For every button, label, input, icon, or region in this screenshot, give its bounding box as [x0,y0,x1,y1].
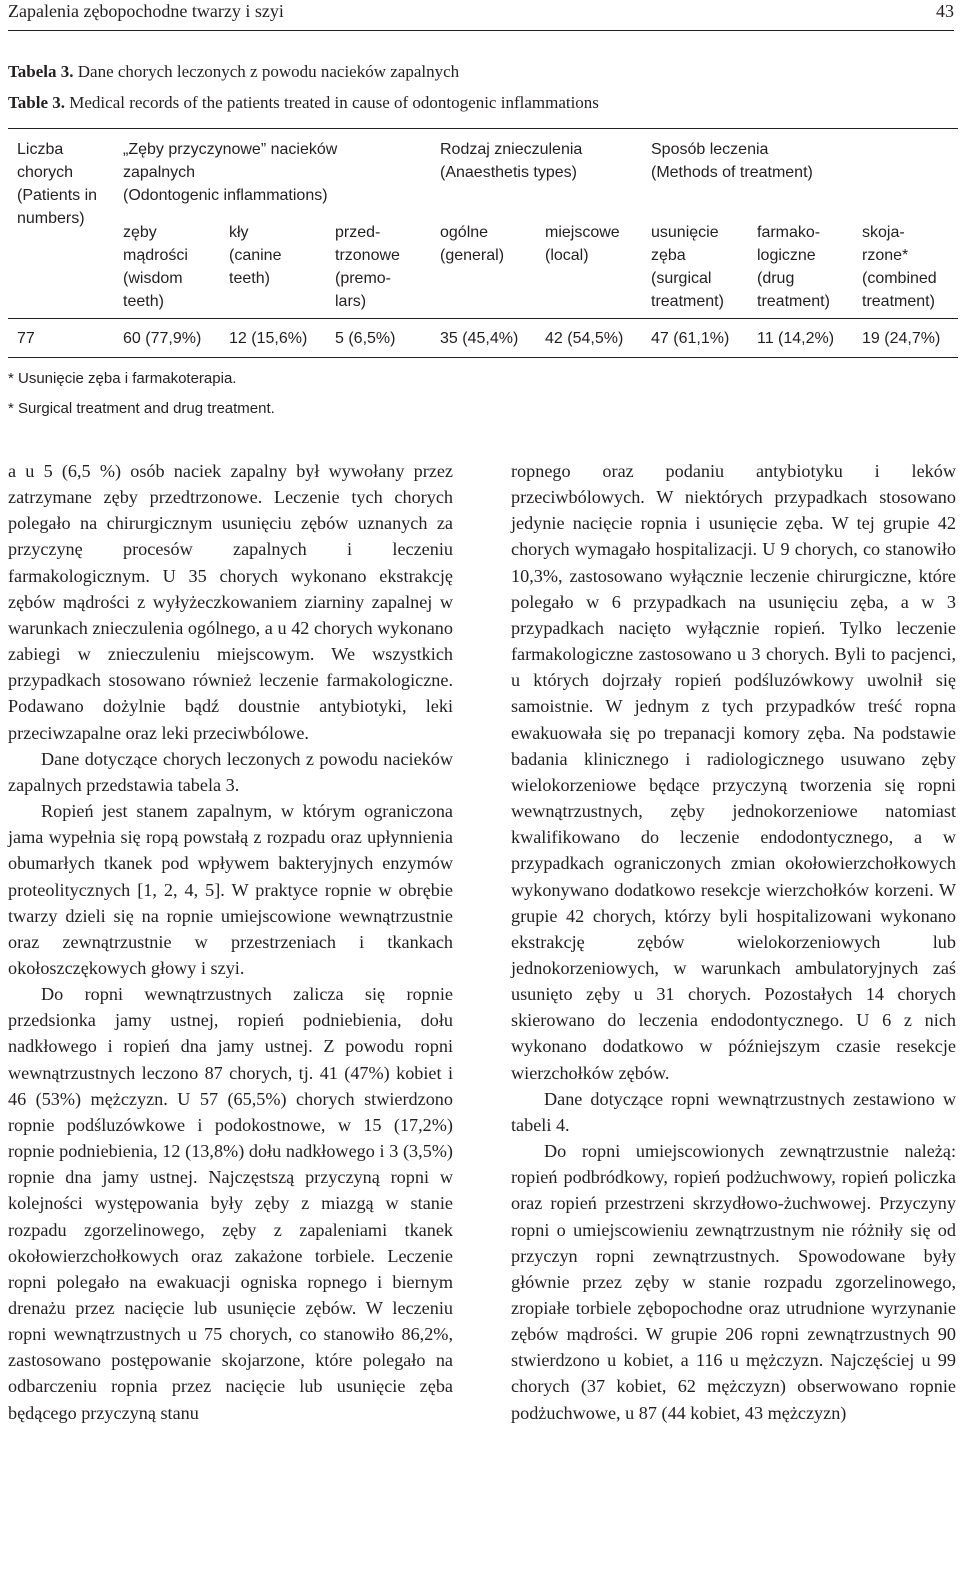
table-cell-surgical: 47 (61,1%) [651,330,730,347]
body-column-right [511,458,956,1426]
paragraph: a u 5 (6,5 %) osób naciek zapalny był wywołany przez zatrzymane zęby przedtrzonowe. Leczenie tych chorych polegało na chirurgicznym usunięciu zębów uznanych za przyczynę procesów zapalnych i leczeniu farmakologicznym. U 35 chorych wykonano ekstrakcję zębów mądrości z wyłyżeczkowaniem ziarniny zapalnej w warunkach znieczulenia ogólnego, a u 42 chorych wykonano zabiegi w znieczuleniu miejscowym. We wszystkich przypadkach stosowano również leczenie farmakologiczne. Podawano dożylnie bądź doustnie antybiotyki, leki przeciwzapalne oraz leki przeciwbólowe. [8,461,453,743]
table-cell-local: 42 (54,5%) [545,330,624,347]
paragraph: Dane dotyczące ropni wewnątrzustnych zestawiono w tabeli 4. [511,1088,956,1135]
table-cell-combined: 19 (24,7%) [862,330,941,347]
footnote-en: * Surgical treatment and drug treatment. [8,400,275,417]
subheader-general: ogólne (general) [440,224,505,264]
page-number: 43 [936,1,954,21]
subheader-canine-teeth: kły (canine teeth) [229,224,282,287]
subheader-surgical: usunięcie zęba (surgical treatment) [651,224,724,310]
running-title: Zapalenia zębopochodne twarzy i szyi [8,1,284,21]
table-caption-en [8,93,599,113]
paragraph: Do ropni wewnątrzustnych zalicza się ropnie przedsionka jamy ustnej, ropień podniebienia, dołu nadkłowego i ropień dna jamy ustnej. Z powodu ropni wewnątrzustnych leczono 87 chorych, tj. 41 (47%) kobiet i 46 (53%) mężczyzn. U 57 (65,5%) chorych stwierdzono ropnie podśluzówkowe i podokostnowe, w 15 (17,2%) ropnie podniebienia, 12 (13,8%) dołu nadkłowego i 3 (3,5%) ropnie dna jamy ustnej. Najczęstszą przyczyną ropni w kolejności występowania były zęby z miazgą w stanie rozpadu zgorzelinowego, zęby z zapaleniami tkanek okołowierzchołkowych oraz zakażone torbiele. Leczenie ropni polegało na ewakuacji ogniska ropnego i biernym drenażu przez nacięcie lub usunięcie zębów. W leczeniu ropni wewnątrzustnych u 75 chorych, co stanowiło 86,2%, zastosowano postępowanie skojarzone, które polegało na odbarczeniu ropnia przez nacięcie lub usunięcie zęba będącego przyczyną stanu [8,984,453,1423]
paragraph: Ropień jest stanem zapalnym, w którym ograniczona jama wypełnia się ropą powstałą z rozpadu oraz upłynnienia obumarłych tkanek pod wpływem bakteryjnych enzymów proteolitycznych [1, 2, 4, 5]. W praktyce ropnie w obrębie twarzy dzieli się na ropnie umiejscowione wewnątrzustnie oraz zewnątrzustnie w przestrzeniach i tkankach okołoszczękowych głowy i szyi. [8,801,453,978]
paragraph: Dane dotyczące chorych leczonych z powodu nacieków zapalnych przedstawia tabela 3. [8,748,453,795]
table-cell-patients: 77 [17,330,35,347]
caption-text-pl: Dane chorych leczonych z powodu nacieków zapalnych [77,62,460,81]
table-cell-canine: 12 (15,6%) [229,330,308,347]
table-values-rule [8,318,958,319]
body-column-left [8,458,453,1426]
caption-label-en: Table 3. [8,93,66,112]
subheader-drug: farmako- logiczne (drug treatment) [757,224,830,310]
footnote-pl: * Usunięcie zęba i farmakoterapia. [8,370,237,387]
header-treatment: Sposób leczenia (Methods of treatment) [651,141,813,181]
paragraph: ropnego oraz podaniu antybiotyku i leków przeciwbólowych. W niektórych przypadkach stosowano jedynie nacięcie ropnia i usunięcie zęba. W tej grupie 42 chorych wymagało hospitalizacji. U 9 chorych, co stanowiło 10,3%, zastosowano wyłącznie leczenie chirurgiczne, które polegało w 6 przypadkach na usunięciu zęba, a w 3 przypadkach nacięto wyłącznie ropień. Tylko leczenie farmakologiczne zastosowano u 3 chorych. Byli to pacjenci, u których dojrzały ropień podśluzówkowy uwolnił się samoistnie. W jednym z tych przypadków treść ropna ewakuowała się po trepanacji komory zęba. Na podstawie badania klinicznego i radiologicznego usuwano zęby wielokorzeniowe będące przyczyną tworzenia się ropni wewnątrzustnych, zęby jednokorzeniowe natomiast kwalifikowano do leczenie endodontycznego, a w przypadkach ograniczonych zmian okołowierzchołkowych wykonywano dodatkowo resekcje wierzchołków korzeni. W grupie 42 chorych, którzy byli hospitalizowani wykonano ekstrakcję zębów wielokorzeniowych lub jednokorzeniowych, w warunkach ambulatoryjnych zaś usunięto zęby u 31 chorych. Pozostałych 14 chorych skierowano do leczenia endodontycznego. U 6 z nich wykonano dodatkowo w późniejszym czasie resekcje wierzchołków zębów. [511,461,956,1083]
subheader-premolars: przed- trzonowe (premo- lars) [335,224,400,310]
running-head [8,0,954,31]
table-cell-premolars: 5 (6,5%) [335,330,396,347]
table-cell-drug: 11 (14,2%) [757,330,835,347]
caption-label-pl: Tabela 3. [8,62,74,81]
subheader-local: miejscowe (local) [545,224,620,264]
caption-text-en: Medical records of the patients treated in cause of odontogenic inflammations [69,93,599,112]
paragraph: Do ropni umiejscowionych zewnątrzustnie należą: ropień podbródkowy, ropień podżuchwowy, ropień policzka oraz ropień przestrzeni skrzydłowo-żuchwowej. Przyczyny ropni o umiejscowieniu zewnątrzustnym nie różniły się od przyczyn ropni zewnątrzustnych. Spowodowane były głównie przez zęby w stanie rozpadu zgorzelinowego, zropiałe torbiele zębopochodne oraz utrudnione wyrzynanie zębów mądrości. W grupie 206 ropni zewnątrzustnych 90 stwierdzono u kobiet, a 116 u mężczyzn. Najczęściej u 99 chorych (37 kobiet, 62 mężczyzn) obserwowano ropnie podżuchwowe, u 87 (44 kobiet, 43 mężczyzn) [511,1141,956,1423]
table-cell-general: 35 (45,4%) [440,330,519,347]
table-caption-pl [8,62,459,82]
header-causal-teeth: „Zęby przyczynowe” nacieków zapalnych (Odontogenic inflammations) [123,141,338,204]
table-cell-wisdom: 60 (77,9%) [123,330,202,347]
header-patients: Liczba chorych (Patients in numbers) [17,141,98,227]
subheader-combined: skoja- rzone* (combined treatment) [862,224,937,310]
header-anaesthesia: Rodzaj znieczulenia (Anaesthetis types) [440,141,583,181]
subheader-wisdom-teeth: zęby mądrości (wisdom teeth) [123,224,188,310]
